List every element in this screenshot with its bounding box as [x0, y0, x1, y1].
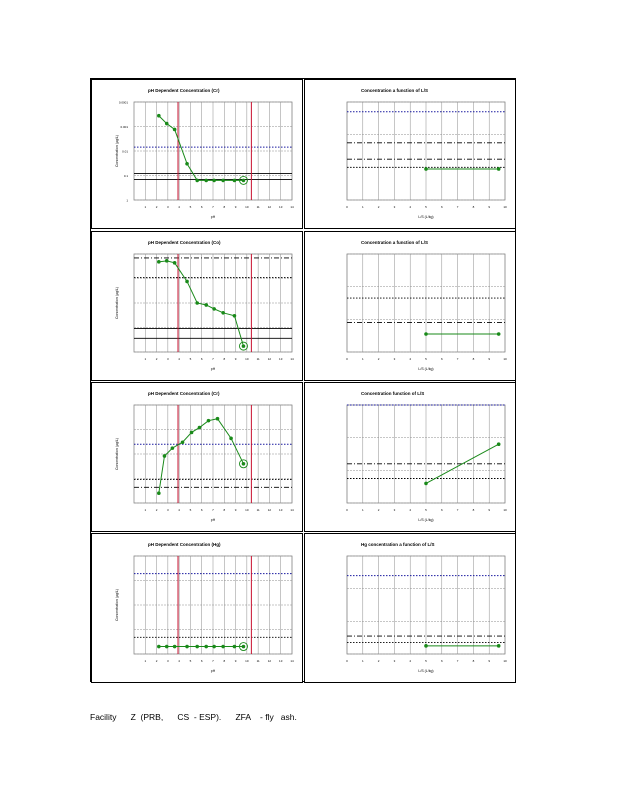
data-point: [198, 426, 202, 430]
x-tick-label: 7: [212, 508, 214, 512]
data-point: [173, 128, 177, 132]
data-point: [195, 179, 199, 183]
y-axis-label: Concentration (µg/L): [115, 135, 119, 167]
x-tick-label: 7: [212, 659, 214, 663]
x-tick-label: 13: [279, 508, 283, 512]
x-tick-label: 12: [267, 205, 272, 209]
y-tick-label: 0.001: [120, 125, 128, 129]
x-tick-label: 6: [200, 508, 203, 512]
y-axis-label: Concentration (µg/L): [115, 287, 119, 319]
x-tick-label: 1: [361, 205, 364, 209]
data-point: [173, 261, 177, 265]
data-point: [157, 645, 161, 649]
x-axis-label: pH: [210, 367, 216, 371]
chart-panel-ls-2: [304, 231, 516, 381]
series-line: [159, 419, 244, 493]
data-point: [204, 303, 208, 307]
data-point: [157, 260, 161, 264]
data-point: [185, 645, 189, 649]
x-tick-label: 3: [167, 659, 169, 663]
data-point: [221, 311, 225, 315]
x-tick-label: 7: [212, 357, 214, 361]
x-tick-label: 10: [503, 508, 507, 512]
x-tick-label: 2: [377, 357, 380, 361]
x-tick-label: 4: [178, 508, 180, 512]
x-tick-label: 9: [234, 205, 237, 209]
x-tick-label: 0: [346, 205, 348, 209]
x-tick-label: 11: [256, 357, 260, 361]
data-point: [424, 482, 428, 486]
x-tick-label: 10: [503, 205, 507, 209]
x-tick-label: 6: [440, 659, 443, 663]
x-tick-label: 4: [409, 205, 412, 209]
x-tick-label: 2: [377, 659, 380, 663]
y-tick-label: 0.1: [123, 174, 128, 178]
x-tick-label: 11: [256, 508, 260, 512]
data-point: [233, 314, 237, 318]
y-tick-label: 0.01: [122, 149, 128, 154]
x-tick-label: 5: [425, 508, 427, 512]
y-axis-label: Concentration (µg/L): [115, 589, 119, 621]
data-point: [185, 280, 189, 284]
data-point: [165, 259, 169, 263]
chart-svg: [305, 383, 516, 532]
chart-svg: [305, 534, 516, 683]
x-tick-label: 10: [245, 205, 249, 209]
data-point: [165, 122, 169, 126]
data-point: [212, 645, 216, 649]
data-point: [157, 114, 161, 118]
x-tick-label: 1: [361, 357, 364, 361]
data-point: [195, 645, 199, 649]
x-tick-label: 5: [189, 508, 192, 512]
chart-title: pH Dependent Concentration (Hg): [148, 542, 221, 547]
chart-title: pH Dependent Concentration (Cr): [148, 88, 220, 93]
x-tick-label: 0: [346, 357, 348, 361]
data-point: [157, 491, 161, 495]
x-axis-label: pH: [210, 518, 216, 522]
x-tick-label: 7: [456, 205, 459, 209]
x-tick-label: 10: [245, 659, 249, 663]
x-tick-label: 13: [279, 205, 283, 209]
x-tick-label: 3: [167, 205, 169, 209]
data-point: [190, 431, 194, 435]
x-axis-label: L/S (L/kg): [418, 669, 434, 673]
data-point: [163, 454, 167, 458]
chart-panel-ph-3: [91, 382, 303, 532]
x-tick-label: 0: [346, 508, 348, 512]
data-point: [216, 417, 220, 421]
x-tick-label: 10: [245, 508, 249, 512]
x-tick-label: 8: [223, 508, 226, 512]
x-tick-label: 5: [189, 659, 192, 663]
chart-svg: [92, 80, 303, 229]
x-tick-label: 2: [377, 508, 380, 512]
x-tick-label: 8: [223, 205, 226, 209]
x-tick-label: 8: [472, 205, 475, 209]
x-tick-label: 8: [223, 659, 226, 663]
x-tick-label: 11: [256, 205, 260, 209]
x-tick-label: 6: [200, 659, 203, 663]
x-tick-label: 9: [488, 659, 491, 663]
x-tick-label: 13: [279, 357, 283, 361]
x-axis-label: pH: [210, 215, 216, 219]
x-tick-label: 2: [155, 659, 158, 663]
x-tick-label: 6: [440, 357, 443, 361]
data-point: [204, 179, 208, 183]
x-tick-label: 12: [267, 508, 272, 512]
x-tick-label: 3: [393, 508, 396, 512]
x-tick-label: 8: [472, 659, 475, 663]
x-tick-label: 8: [472, 357, 475, 361]
x-tick-label: 8: [223, 357, 226, 361]
chart-title: Concentration a function of L/S: [361, 88, 428, 93]
data-point: [181, 440, 185, 444]
x-tick-label: 10: [503, 659, 507, 663]
x-tick-label: 13: [279, 659, 283, 663]
chart-svg: [305, 232, 516, 381]
figure-caption: Facility Z (PRB, CS - ESP). ZFA - fly ash.: [90, 712, 297, 722]
y-axis-label: Concentration (µg/L): [115, 438, 119, 470]
data-point: [165, 645, 169, 649]
x-tick-label: 1: [144, 659, 147, 663]
x-axis-label: L/S (L/kg): [418, 367, 434, 371]
x-tick-label: 4: [409, 357, 412, 361]
x-tick-label: 1: [144, 205, 147, 209]
data-point: [497, 644, 501, 648]
x-tick-label: 12: [267, 357, 272, 361]
figure-grid: [90, 78, 516, 682]
x-tick-label: 7: [456, 659, 459, 663]
x-tick-label: 14: [290, 357, 294, 361]
x-tick-label: 2: [155, 508, 158, 512]
x-tick-label: 2: [155, 205, 158, 209]
x-tick-label: 5: [189, 205, 192, 209]
data-point: [424, 644, 428, 648]
data-point: [497, 442, 501, 446]
x-tick-label: 7: [456, 508, 459, 512]
chart-panel-ls-1: [304, 79, 516, 229]
x-tick-label: 7: [212, 205, 214, 209]
x-tick-label: 9: [234, 357, 237, 361]
x-tick-label: 9: [234, 508, 237, 512]
chart-svg: [92, 534, 303, 683]
x-tick-label: 4: [178, 205, 180, 209]
data-point: [207, 419, 211, 423]
chart-title: Concentration function of L/S: [361, 391, 425, 396]
x-tick-label: 3: [393, 357, 396, 361]
chart-title: pH Dependent Concentration (Cr): [148, 391, 220, 396]
x-tick-label: 4: [178, 659, 180, 663]
data-point: [221, 645, 225, 649]
x-tick-label: 3: [167, 508, 169, 512]
x-tick-label: 5: [189, 357, 192, 361]
chart-title: pH Dependent Concentration (Co): [148, 240, 221, 245]
data-point: [424, 332, 428, 336]
data-point: [173, 645, 177, 649]
data-point: [242, 462, 246, 466]
data-point: [233, 645, 237, 649]
chart-panel-ls-4: [304, 533, 516, 683]
data-point: [497, 332, 501, 336]
series-line: [159, 116, 244, 181]
x-tick-label: 3: [393, 205, 396, 209]
chart-svg: [92, 383, 303, 532]
x-tick-label: 6: [200, 357, 203, 361]
data-point: [229, 437, 233, 441]
chart-panel-ph-2: [91, 231, 303, 381]
x-tick-label: 1: [361, 508, 364, 512]
x-axis-label: L/S (L/kg): [418, 518, 434, 522]
x-tick-label: 12: [267, 659, 272, 663]
data-point: [185, 162, 189, 166]
data-point: [195, 301, 199, 305]
x-tick-label: 1: [144, 508, 147, 512]
series-line: [159, 261, 244, 346]
data-point: [221, 179, 225, 183]
x-axis-label: pH: [210, 669, 216, 673]
chart-panel-ph-4: [91, 533, 303, 683]
x-axis-label: L/S (L/kg): [418, 215, 434, 219]
chart-title: Concentration a function of L/S: [361, 240, 428, 245]
y-tick-label: 1: [126, 198, 128, 203]
data-point: [233, 179, 237, 183]
x-tick-label: 9: [488, 205, 491, 209]
x-tick-label: 9: [488, 357, 491, 361]
x-tick-label: 3: [393, 659, 396, 663]
x-tick-label: 4: [409, 508, 412, 512]
data-point: [242, 344, 246, 348]
y-tick-label: 0.0001: [118, 100, 128, 105]
x-tick-label: 6: [200, 205, 203, 209]
x-tick-label: 8: [472, 508, 475, 512]
x-tick-label: 6: [440, 205, 443, 209]
x-tick-label: 9: [234, 659, 237, 663]
x-tick-label: 2: [155, 357, 158, 361]
x-tick-label: 2: [377, 205, 380, 209]
data-point: [212, 179, 216, 183]
x-tick-label: 10: [245, 357, 249, 361]
x-tick-label: 4: [409, 659, 412, 663]
chart-panel-ls-3: [304, 382, 516, 532]
chart-svg: [92, 232, 303, 381]
data-point: [497, 167, 501, 171]
x-tick-label: 6: [440, 508, 443, 512]
x-tick-label: 14: [290, 508, 294, 512]
x-tick-label: 9: [488, 508, 491, 512]
chart-title: Hg concentration a function of L/S: [361, 542, 435, 547]
x-tick-label: 11: [256, 659, 260, 663]
data-point: [242, 645, 246, 649]
x-tick-label: 14: [290, 659, 294, 663]
x-tick-label: 4: [178, 357, 180, 361]
data-point: [424, 167, 428, 171]
data-point: [171, 446, 175, 450]
data-point: [242, 179, 246, 183]
x-tick-label: 0: [346, 659, 348, 663]
x-tick-label: 5: [425, 659, 427, 663]
x-tick-label: 1: [144, 357, 147, 361]
x-tick-label: 5: [425, 357, 427, 361]
x-tick-label: 7: [456, 357, 459, 361]
x-tick-label: 3: [167, 357, 169, 361]
x-tick-label: 10: [503, 357, 507, 361]
data-point: [204, 645, 208, 649]
x-tick-label: 1: [361, 659, 364, 663]
x-tick-label: 5: [425, 205, 427, 209]
data-point: [212, 307, 216, 311]
chart-svg: [305, 80, 516, 229]
chart-panel-ph-1: [91, 79, 303, 229]
x-tick-label: 14: [290, 205, 294, 209]
